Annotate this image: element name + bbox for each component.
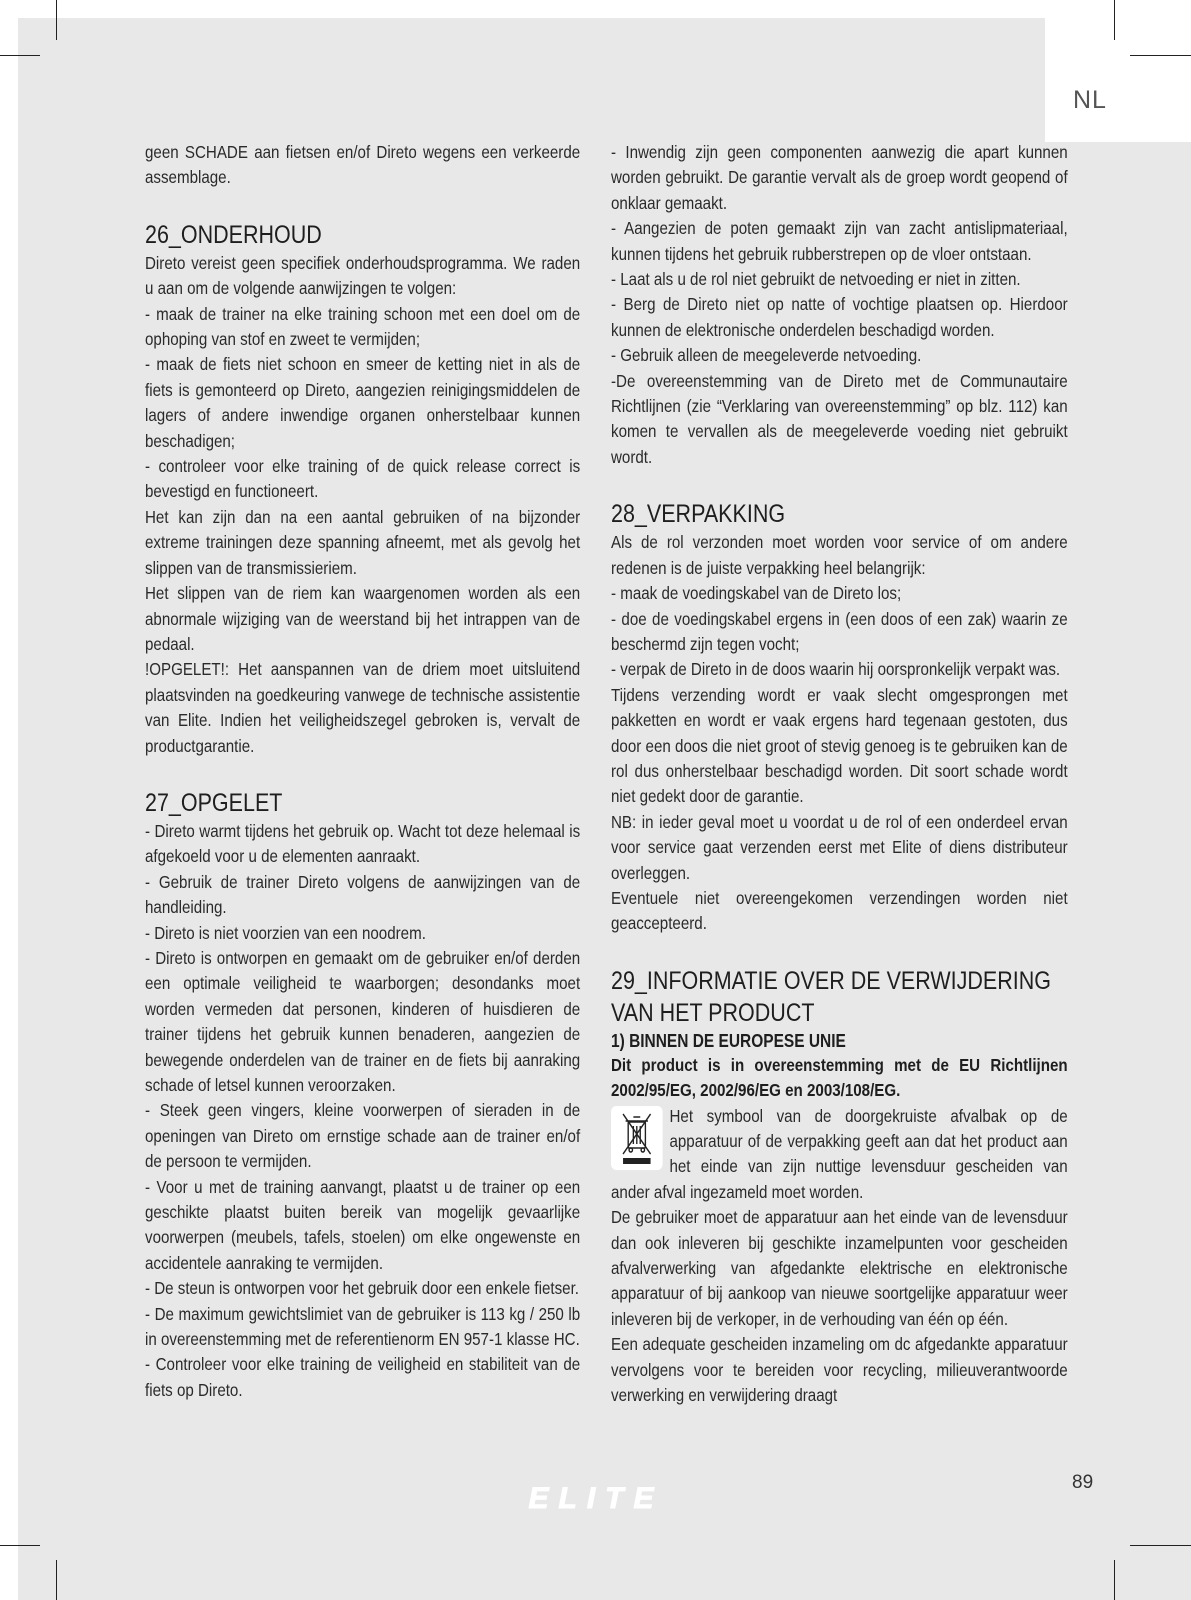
page-number: 89 — [1072, 1472, 1094, 1493]
section-28-paragraph: - doe de voedingskabel ergens in (een doos of een zak) waarin ze beschermd zijn tegen vocht; — [611, 608, 1068, 654]
warning-item: - Aangezien de poten gemaakt zijn van zacht antislipmateriaal, kunnen tijdens het gebruik rubberstrepen op de vloer ontstaan. — [611, 218, 1068, 264]
section-27-paragraph: - Steek geen vingers, kleine voorwerpen of sieraden in de openingen van Direto om ernstige schade aan de trainer en/of de persoon te vermijden. — [145, 1100, 581, 1172]
section-29-paragraph: De gebruiker moet de apparatuur aan het einde van de levensduur dan ook inleveren bij geschikte inzamelpunten voor gescheiden afvalverwerking van afgedankte elektrische en elektronische apparatuur of bij aankoop van nieuwe soortgelijke apparatuur weer inleveren bij de verkoper, in de verhouding van één op één. — [611, 1207, 1068, 1329]
section-27-paragraph: - Gebruik de trainer Direto volgens de aanwijzingen van de handleiding. — [145, 871, 581, 918]
section-26-paragraph: Direto vereist geen specifiek onderhoudsprogramma. We raden u aan om de volgende aanwijzingen te volgen: — [145, 252, 581, 299]
crossed-out-wheelie-bin-icon — [611, 1106, 663, 1170]
directive-statement: Dit product is in overeenstemming met de EU Richtlijnen 2002/95/EG, 2002/96/EG en 2003/108/EG. — [611, 1054, 1068, 1101]
section-26-paragraph: Het slippen van de riem kan waargenomen worden als een abnormale wijziging van de weerstand bij het intrappen van de pedaal. — [145, 583, 581, 654]
crop-mark — [1114, 0, 1115, 40]
language-tab — [1045, 18, 1191, 142]
section-27-paragraph: - Controleer voor elke training de veiligheid en stabiliteit van de fiets op Direto. — [145, 1354, 581, 1400]
crop-mark — [56, 1560, 57, 1600]
warning-item: - Inwendig zijn geen componenten aanwezig die apart kunnen worden gebruikt. De garantie vervalt als de groep wordt geopend of onklaar gemaakt. — [611, 142, 1068, 213]
weee-block — [611, 1104, 1068, 1206]
section-27-paragraph: - De maximum gewichtslimiet van de gebruiker is 113 kg / 250 lb in overeenstemming met de referentienorm EN 957-1 klasse HC. — [145, 1303, 581, 1350]
warning-item: - Laat als u de rol niet gebruikt de netvoeding er niet in zitten. — [611, 269, 1021, 290]
left-column — [145, 140, 580, 1403]
section-28-paragraph: Als de rol verzonden moet worden voor service of om andere redenen is de juiste verpakking heel belangrijk: — [611, 532, 1068, 578]
crop-mark — [1130, 1545, 1191, 1546]
crop-mark — [0, 1545, 40, 1546]
section-28-title: 28_VERPAKKING — [611, 500, 786, 529]
section-26-paragraph: - maak de trainer na elke training schoon met een doel om de ophoping van stof en zweet te vermijden; — [145, 303, 581, 350]
section-28-paragraph: Tijdens verzending wordt er vaak slecht omgesprongen met pakketten en wordt er vaak ergens hard tegenaan gestoten, dus door een doos die niet groot of stevig genoeg is te gebruiken kan de rol dus onherstelbaar beschadigd worden. Dit soort schade wordt niet gedekt door de garantie. — [611, 684, 1068, 807]
elite-logo — [491, 1480, 701, 1519]
crop-mark — [1114, 1560, 1115, 1600]
language-label: NL — [1073, 86, 1107, 114]
section-29-subtitle: 1) BINNEN DE EUROPESE UNIE — [611, 1030, 846, 1051]
section-26-paragraph: - maak de fiets niet schoon en smeer de ketting niet in als de fiets is gemonteerd op Direto, aangezien reinigingsmiddelen de lagers of andere inwendige organen onherstelbaar kunnen beschadigen; — [145, 354, 581, 451]
section-26-title: 26_ONDERHOUD — [145, 220, 322, 249]
crop-mark — [0, 55, 40, 56]
section-26-paragraph: !OPGELET!: Het aanspannen van de driem moet uitsluitend plaatsvinden na goedkeuring vanwege de technische assistentie van Elite. Indien het veiligheidszegel gebroken is, vervalt de productgarantie. — [145, 659, 581, 756]
warning-item: - Berg de Direto niet op natte of vochtige plaatsen op. Hierdoor kunnen de elektronische onderdelen beschadigd worden. — [611, 294, 1068, 340]
section-27-paragraph: - Voor u met de training aanvangt, plaatst u de trainer op een geschikte plaatst buiten bereik van mogelijk gevaarlijke voorwerpen (meubels, tafels, stoelen) om elke ongewenste en accidentele aanraking te vermijden. — [145, 1176, 581, 1273]
section-27-title: 27_OPGELET — [145, 788, 283, 817]
section-28-paragraph: NB: in ieder geval moet u voordat u de rol of een onderdeel ervan voor service gaat verzenden eerst met Elite of diens distributeur overleggen. — [611, 811, 1068, 883]
intro-text: geen SCHADE aan fietsen en/of Direto wegens een verkeerde assemblage. — [145, 142, 581, 188]
section-27-paragraph: - Direto is niet voorzien van een noodrem. — [145, 922, 426, 943]
warning-item: - Gebruik alleen de meegeleverde netvoeding. — [611, 345, 922, 366]
weee-symbol-paragraph: Het symbool van de doorgekruiste afvalbak op de apparatuur of de verpakking geeft aan dat het product aan het einde van zijn nuttige levensduur gescheiden van ander afval ingezameld moet worden. — [611, 1105, 1068, 1202]
section-29-title: 29_INFORMATIE OVER DE VERWIJDERING VAN HET PRODUCT — [611, 966, 1052, 1027]
logo-text: ELITE — [528, 1482, 664, 1514]
section-26-paragraph: - controleer voor elke training of de quick release correct is bevestigd en functioneert. — [145, 456, 581, 502]
section-28-paragraph: - verpak de Direto in de doos waarin hij oorspronkelijk verpakt was. — [611, 659, 1061, 680]
crop-mark — [56, 0, 57, 40]
section-28-paragraph: - maak de voedingskabel van de Direto los; — [611, 583, 902, 604]
section-29-paragraph: Een adequate gescheiden inzameling om dc afgedankte apparatuur vervolgens voor te bereiden voor recycling, milieuverantwoorde verwerking en verwijdering draagt — [611, 1334, 1068, 1406]
crop-mark — [1130, 55, 1191, 56]
section-27-paragraph: - Direto warmt tijdens het gebruik op. Wacht tot deze helemaal is afgekoeld voor u de elementen aanraakt. — [145, 820, 581, 867]
section-26-paragraph: Het kan zijn dan na een aantal gebruiken of na bijzonder extreme trainingen deze spanning afneemt, met als gevolg het slippen van de transmissieriem. — [145, 506, 581, 578]
warning-item: -De overeenstemming van de Direto met de Communautaire Richtlijnen (zie “Verklaring van overeenstemming” op blz. 112) kan komen te vervallen als de meegeleverde voeding niet gebruikt wordt. — [611, 370, 1068, 467]
right-column — [611, 140, 1068, 1408]
section-28-paragraph: Eventuele niet overeengekomen verzendingen worden niet geaccepteerd. — [611, 887, 1068, 934]
section-27-paragraph: - Direto is ontworpen en gemaakt om de gebruiker en/of derden een optimale veiligheid te waarborgen; desondanks moet worden vermeden dat personen, kinderen of huisdieren de trainer tijdens het gebruik kunnen benaderen, aangezien de bewegende onderdelen van de trainer en de fiets bij aanraking schade of letsel kunnen veroorzaken. — [145, 947, 581, 1095]
section-27-paragraph: - De steun is ontworpen voor het gebruik door een enkele fietser. — [145, 1278, 580, 1299]
